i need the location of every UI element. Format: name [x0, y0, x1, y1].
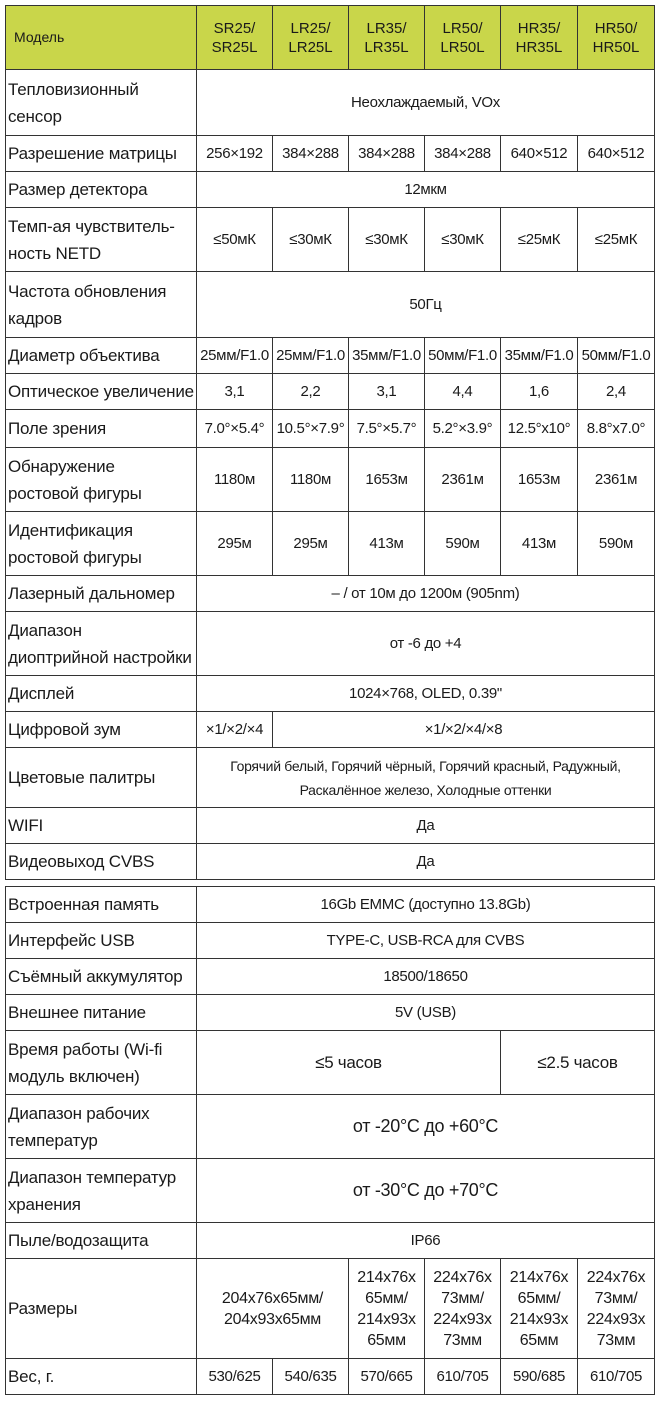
- label-weight: Вес, г.: [6, 1359, 197, 1395]
- value-netd-2: ≤30мК: [273, 208, 349, 272]
- value-dimensions-5: 214x76x 65мм/ 214x93x 65мм: [501, 1259, 578, 1359]
- value-identification-6: 590м: [578, 512, 655, 576]
- value-sensor: Неохлаждаемый, VOx: [197, 70, 655, 136]
- model-lr35: LR35/ LR35L: [349, 6, 425, 70]
- value-dimensions-3: 214x76x 65мм/ 214x93x 65мм: [349, 1259, 425, 1359]
- value-fov-4: 5.2°×3.9°: [425, 410, 501, 448]
- row-resolution: [6, 136, 655, 172]
- value-usb: TYPE-C, USB-RCA для CVBS: [197, 923, 655, 959]
- value-cvbs: Да: [197, 844, 655, 880]
- label-temp-work: Диапазон рабочих температур: [6, 1095, 197, 1159]
- value-zoom-optical-2: 2,2: [273, 374, 349, 410]
- row-cvbs: [6, 844, 655, 880]
- label-identification: Идентификация ростовой фигуры: [6, 512, 197, 576]
- label-digital-zoom: Цифровой зум: [6, 712, 197, 748]
- model-hr50: HR50/ HR50L: [578, 6, 655, 70]
- value-lens-3: 35мм/F1.0: [349, 338, 425, 374]
- value-netd-4: ≤30мК: [425, 208, 501, 272]
- value-palettes: Горячий белый, Горячий чёрный, Горячий красный, Радужный, Раскалённое железо, Холодные оттенки: [197, 748, 655, 808]
- value-lens-1: 25мм/F1.0: [197, 338, 273, 374]
- value-fov-3: 7.5°×5.7°: [349, 410, 425, 448]
- label-diopter: Диапазон диоптрийной настройки: [6, 612, 197, 676]
- value-weight-6: 610/705: [578, 1359, 655, 1395]
- label-power: Внешнее питание: [6, 995, 197, 1031]
- row-usb: [6, 923, 655, 959]
- model-lr50: LR50/ LR50L: [425, 6, 501, 70]
- value-power: 5V (USB): [197, 995, 655, 1031]
- label-zoom-optical: Оптическое увеличение: [6, 374, 197, 410]
- model-sr25: SR25/ SR25L: [197, 6, 273, 70]
- value-detection-5: 1653м: [501, 448, 578, 512]
- value-fov-2: 10.5°×7.9°: [273, 410, 349, 448]
- value-identification-4: 590м: [425, 512, 501, 576]
- row-digital-zoom: [6, 712, 655, 748]
- value-ip: IP66: [197, 1223, 655, 1259]
- value-lens-6: 50мм/F1.0: [578, 338, 655, 374]
- label-wifi: WIFI: [6, 808, 197, 844]
- value-netd-6: ≤25мК: [578, 208, 655, 272]
- value-zoom-optical-3: 3,1: [349, 374, 425, 410]
- model-lr25: LR25/ LR25L: [273, 6, 349, 70]
- row-battery: [6, 959, 655, 995]
- row-identification: [6, 512, 655, 576]
- value-temp-work: от -20°C до +60°C: [197, 1095, 655, 1159]
- value-identification-5: 413м: [501, 512, 578, 576]
- value-digital-zoom-a: ×1/×2/×4: [197, 712, 273, 748]
- value-resolution-5: 640×512: [501, 136, 578, 172]
- value-detection-4: 2361м: [425, 448, 501, 512]
- section-gap: [6, 880, 655, 887]
- row-memory: [6, 887, 655, 923]
- value-identification-3: 413м: [349, 512, 425, 576]
- value-detection-2: 1180м: [273, 448, 349, 512]
- value-identification-2: 295м: [273, 512, 349, 576]
- value-digital-zoom-b: ×1/×2/×4/×8: [273, 712, 655, 748]
- label-display: Дисплей: [6, 676, 197, 712]
- row-zoom-optical: [6, 374, 655, 410]
- value-weight-5: 590/685: [501, 1359, 578, 1395]
- label-detection: Обнаружение ростовой фигуры: [6, 448, 197, 512]
- value-zoom-optical-1: 3,1: [197, 374, 273, 410]
- value-resolution-1: 256×192: [197, 136, 273, 172]
- row-netd: [6, 208, 655, 272]
- value-zoom-optical-4: 4,4: [425, 374, 501, 410]
- label-sensor: Тепловизионный сенсор: [6, 70, 197, 136]
- value-fov-1: 7.0°×5.4°: [197, 410, 273, 448]
- value-resolution-4: 384×288: [425, 136, 501, 172]
- value-fov-6: 8.8°x7.0°: [578, 410, 655, 448]
- value-weight-2: 540/635: [273, 1359, 349, 1395]
- value-fov-5: 12.5°x10°: [501, 410, 578, 448]
- value-lens-2: 25мм/F1.0: [273, 338, 349, 374]
- value-weight-1: 530/625: [197, 1359, 273, 1395]
- label-dimensions: Размеры: [6, 1259, 197, 1359]
- value-dimensions-6: 224x76x 73мм/ 224x93x 73мм: [578, 1259, 655, 1359]
- row-weight: [6, 1359, 655, 1395]
- value-wifi: Да: [197, 808, 655, 844]
- model-hr35: HR35/ HR35L: [501, 6, 578, 70]
- value-dimensions-a: 204x76x65мм/ 204x93x65мм: [197, 1259, 349, 1359]
- row-temp-storage: [6, 1159, 655, 1223]
- value-identification-1: 295м: [197, 512, 273, 576]
- row-temp-work: [6, 1095, 655, 1159]
- header-row: [6, 6, 655, 70]
- row-runtime: [6, 1031, 655, 1095]
- value-resolution-2: 384×288: [273, 136, 349, 172]
- value-rangefinder: – / от 10м до 1200м (905nm): [197, 576, 655, 612]
- row-dimensions: [6, 1259, 655, 1359]
- label-ip: Пыле/водозащита: [6, 1223, 197, 1259]
- row-power: [6, 995, 655, 1031]
- row-detection: [6, 448, 655, 512]
- label-cvbs: Видеовыход CVBS: [6, 844, 197, 880]
- value-netd-3: ≤30мК: [349, 208, 425, 272]
- value-lens-5: 35мм/F1.0: [501, 338, 578, 374]
- row-framerate: [6, 272, 655, 338]
- value-resolution-6: 640×512: [578, 136, 655, 172]
- label-framerate: Частота обновления кадров: [6, 272, 197, 338]
- row-display: [6, 676, 655, 712]
- value-resolution-3: 384×288: [349, 136, 425, 172]
- value-battery: 18500/18650: [197, 959, 655, 995]
- value-runtime-b: ≤2.5 часов: [501, 1031, 655, 1095]
- row-rangefinder: [6, 576, 655, 612]
- label-lens: Диаметр объектива: [6, 338, 197, 374]
- value-dimensions-4: 224x76x 73мм/ 224x93x 73мм: [425, 1259, 501, 1359]
- label-palettes: Цветовые палитры: [6, 748, 197, 808]
- value-weight-3: 570/665: [349, 1359, 425, 1395]
- row-wifi: [6, 808, 655, 844]
- value-display: 1024×768, OLED, 0.39": [197, 676, 655, 712]
- value-detection-1: 1180м: [197, 448, 273, 512]
- value-pixel: 12мкм: [197, 172, 655, 208]
- value-memory: 16Gb EMMC (доступно 13.8Gb): [197, 887, 655, 923]
- label-runtime: Время работы (Wi-fi модуль включен): [6, 1031, 197, 1095]
- value-lens-4: 50мм/F1.0: [425, 338, 501, 374]
- row-diopter: [6, 612, 655, 676]
- value-detection-6: 2361м: [578, 448, 655, 512]
- label-usb: Интерфейс USB: [6, 923, 197, 959]
- label-fov: Поле зрения: [6, 410, 197, 448]
- row-fov: [6, 410, 655, 448]
- row-lens: [6, 338, 655, 374]
- value-detection-3: 1653м: [349, 448, 425, 512]
- row-sensor: [6, 70, 655, 136]
- spec-table: [5, 5, 655, 1395]
- label-resolution: Разрешение матрицы: [6, 136, 197, 172]
- label-memory: Встроенная память: [6, 887, 197, 923]
- label-battery: Съёмный аккумулятор: [6, 959, 197, 995]
- value-netd-1: ≤50мК: [197, 208, 273, 272]
- label-netd: Темп-ая чувствитель- ность NETD: [6, 208, 197, 272]
- row-ip: [6, 1223, 655, 1259]
- value-zoom-optical-5: 1,6: [501, 374, 578, 410]
- value-runtime-a: ≤5 часов: [197, 1031, 501, 1095]
- label-rangefinder: Лазерный дальномер: [6, 576, 197, 612]
- row-pixel: [6, 172, 655, 208]
- value-netd-5: ≤25мК: [501, 208, 578, 272]
- label-temp-storage: Диапазон температур хранения: [6, 1159, 197, 1223]
- value-diopter: от -6 до +4: [197, 612, 655, 676]
- label-pixel: Размер детектора: [6, 172, 197, 208]
- value-weight-4: 610/705: [425, 1359, 501, 1395]
- value-framerate: 50Гц: [197, 272, 655, 338]
- row-palettes: [6, 748, 655, 808]
- value-zoom-optical-6: 2,4: [578, 374, 655, 410]
- header-model-label: Модель: [6, 6, 197, 70]
- value-temp-storage: от -30°C до +70°C: [197, 1159, 655, 1223]
